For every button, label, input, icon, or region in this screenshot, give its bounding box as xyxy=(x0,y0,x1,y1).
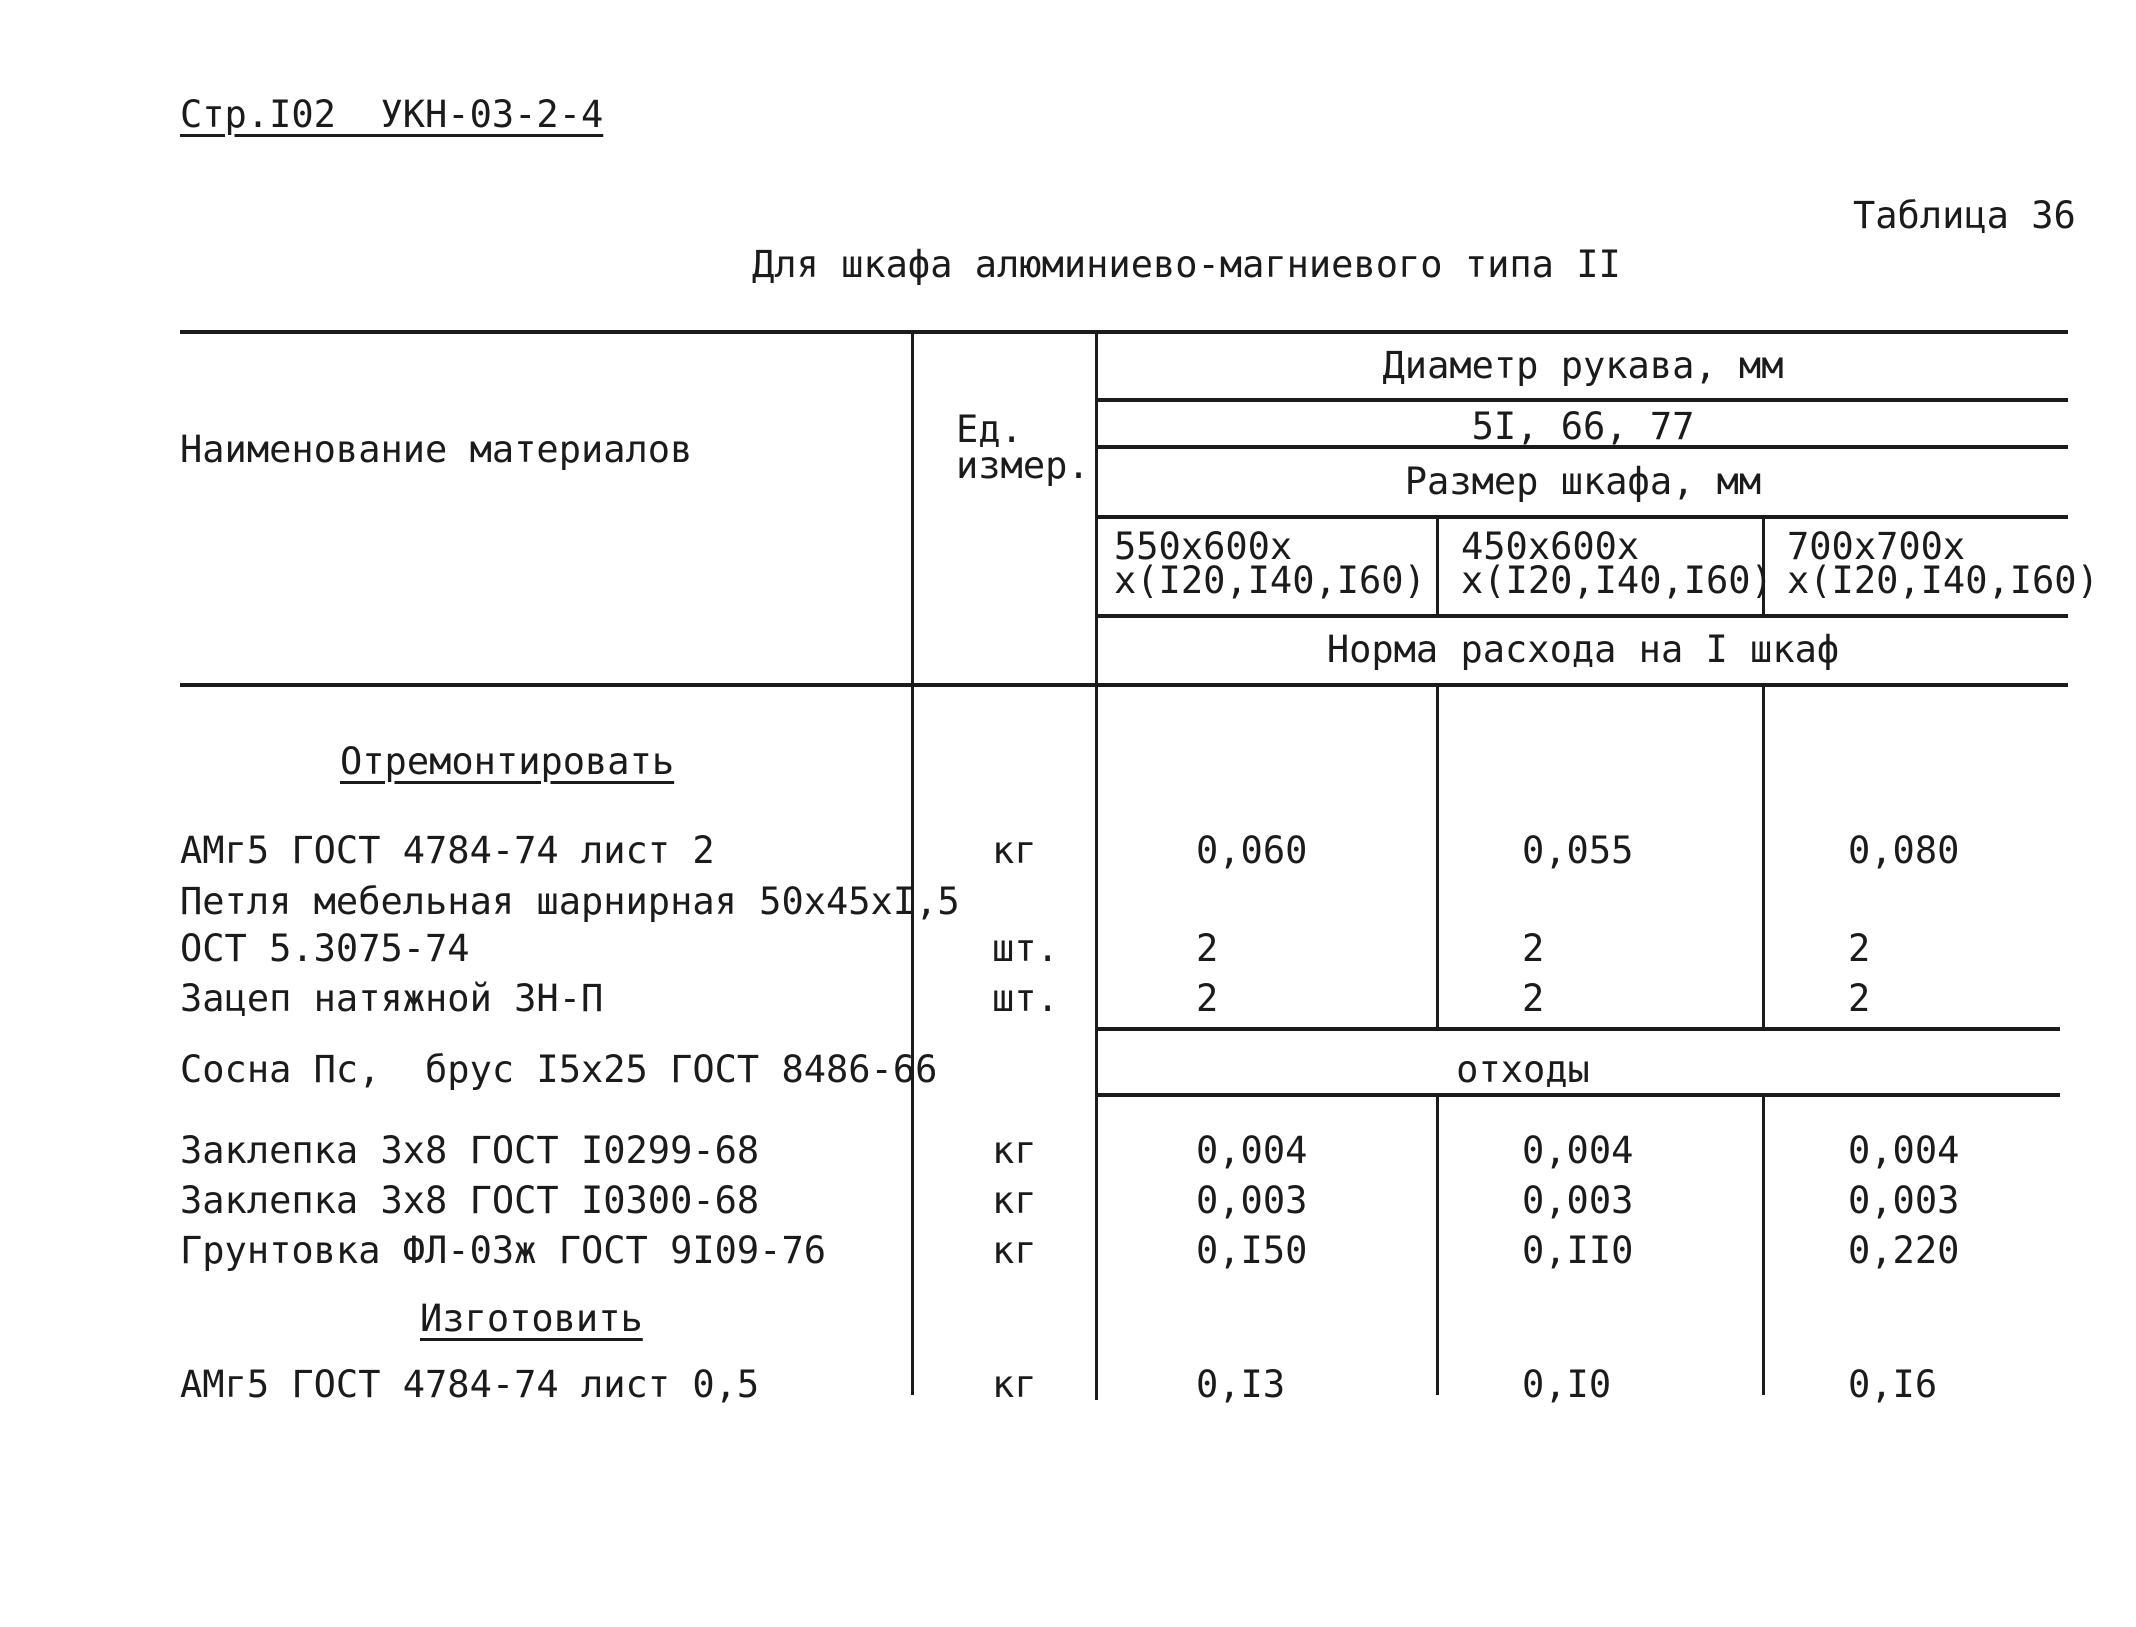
value-cell: 2 xyxy=(1196,927,1219,970)
column-divider-1-upper xyxy=(1436,683,1439,1027)
value-cell: 0,004 xyxy=(1196,1129,1308,1172)
header-rule-cabinet-size xyxy=(1098,515,2068,519)
column-divider-name xyxy=(911,330,914,1395)
value-cell: 0,I3 xyxy=(1196,1363,1286,1406)
value-cell: 2 xyxy=(1522,927,1545,970)
column-divider-1-header xyxy=(1436,515,1439,614)
unit-cell: кг xyxy=(992,1129,1037,1172)
header-unit: Ед. измер. xyxy=(956,408,1090,487)
column-divider-2-upper xyxy=(1762,683,1765,1027)
value-cell: 0,004 xyxy=(1848,1129,1960,1172)
value-cell: 0,080 xyxy=(1848,829,1960,872)
header-size-3: 700x700x x(I20,I40,I60) xyxy=(1787,525,2099,602)
value-cell: 2 xyxy=(1848,977,1871,1020)
unit-cell: кг xyxy=(992,1179,1037,1222)
section-make: Изготовить xyxy=(420,1297,643,1340)
unit-cell: шт. xyxy=(992,977,1059,1020)
value-cell: 0,I0 xyxy=(1522,1363,1612,1406)
material-name: АМг5 ГОСТ 4784-74 лист 0,5 xyxy=(180,1363,760,1406)
value-cell: 0,004 xyxy=(1522,1129,1634,1172)
header-size-2: 450x600x x(I20,I40,I60) xyxy=(1461,525,1773,602)
value-cell: 0,003 xyxy=(1848,1179,1960,1222)
column-divider-1-lower xyxy=(1436,1093,1439,1395)
material-name: Заклепка 3x8 ГОСТ I0300-68 xyxy=(180,1179,760,1222)
header-bottom-rule xyxy=(180,683,2068,687)
page-reference: Стр.I02 УКН-03-2-4 xyxy=(180,93,604,136)
material-name: Грунтовка ФЛ-03ж ГОСТ 9I09-76 xyxy=(180,1229,827,1272)
unit-cell: кг xyxy=(992,829,1037,872)
material-name: Сосна Пс, брус I5x25 ГОСТ 8486-66 xyxy=(180,1048,938,1091)
header-norm: Норма расхода на I шкаф xyxy=(1326,628,1840,671)
value-cell: 0,220 xyxy=(1848,1229,1960,1272)
waste-label: отходы xyxy=(1456,1048,1590,1091)
header-rule-sizes xyxy=(1098,614,2068,618)
value-cell: 0,I50 xyxy=(1196,1229,1308,1272)
value-cell: 2 xyxy=(1522,977,1545,1020)
value-cell: 0,055 xyxy=(1522,829,1634,872)
unit-cell: шт. xyxy=(992,927,1059,970)
material-name: Зацеп натяжной ЗН-П xyxy=(180,977,604,1020)
material-name: ОСТ 5.3075-74 xyxy=(180,927,470,970)
value-cell: 2 xyxy=(1196,977,1219,1020)
header-diameter: Диаметр рукава, мм xyxy=(1382,344,1784,387)
value-cell: 0,060 xyxy=(1196,829,1308,872)
header-size-1: 550x600x x(I20,I40,I60) xyxy=(1114,525,1426,602)
value-cell: 0,003 xyxy=(1196,1179,1308,1222)
material-name: АМг5 ГОСТ 4784-74 лист 2 xyxy=(180,829,715,872)
value-cell: 0,I6 xyxy=(1848,1363,1938,1406)
value-cell: 0,003 xyxy=(1522,1179,1634,1222)
header-material-name: Наименование материалов xyxy=(180,428,693,471)
header-diameter-values: 5I, 66, 77 xyxy=(1471,405,1695,448)
section-repair: Отремонтировать xyxy=(340,740,675,783)
table-label: Таблица 36 xyxy=(1853,194,2076,237)
material-name: Заклепка 3x8 ГОСТ I0299-68 xyxy=(180,1129,760,1172)
waste-bottom-rule xyxy=(1098,1093,2060,1097)
value-cell: 0,II0 xyxy=(1522,1229,1634,1272)
unit-cell: кг xyxy=(992,1363,1037,1406)
waste-top-rule xyxy=(1098,1027,2060,1031)
header-rule-diameter xyxy=(1098,398,2068,402)
table-title: Для шкафа алюминиево-магниевого типа II xyxy=(752,243,1621,286)
column-divider-2-lower xyxy=(1762,1093,1765,1395)
material-name: Петля мебельная шарнирная 50x45xI,5 xyxy=(180,880,960,923)
table-top-rule xyxy=(180,330,2068,334)
unit-cell: кг xyxy=(992,1229,1037,1272)
value-cell: 2 xyxy=(1848,927,1871,970)
header-cabinet-size: Размер шкафа, мм xyxy=(1404,460,1762,503)
